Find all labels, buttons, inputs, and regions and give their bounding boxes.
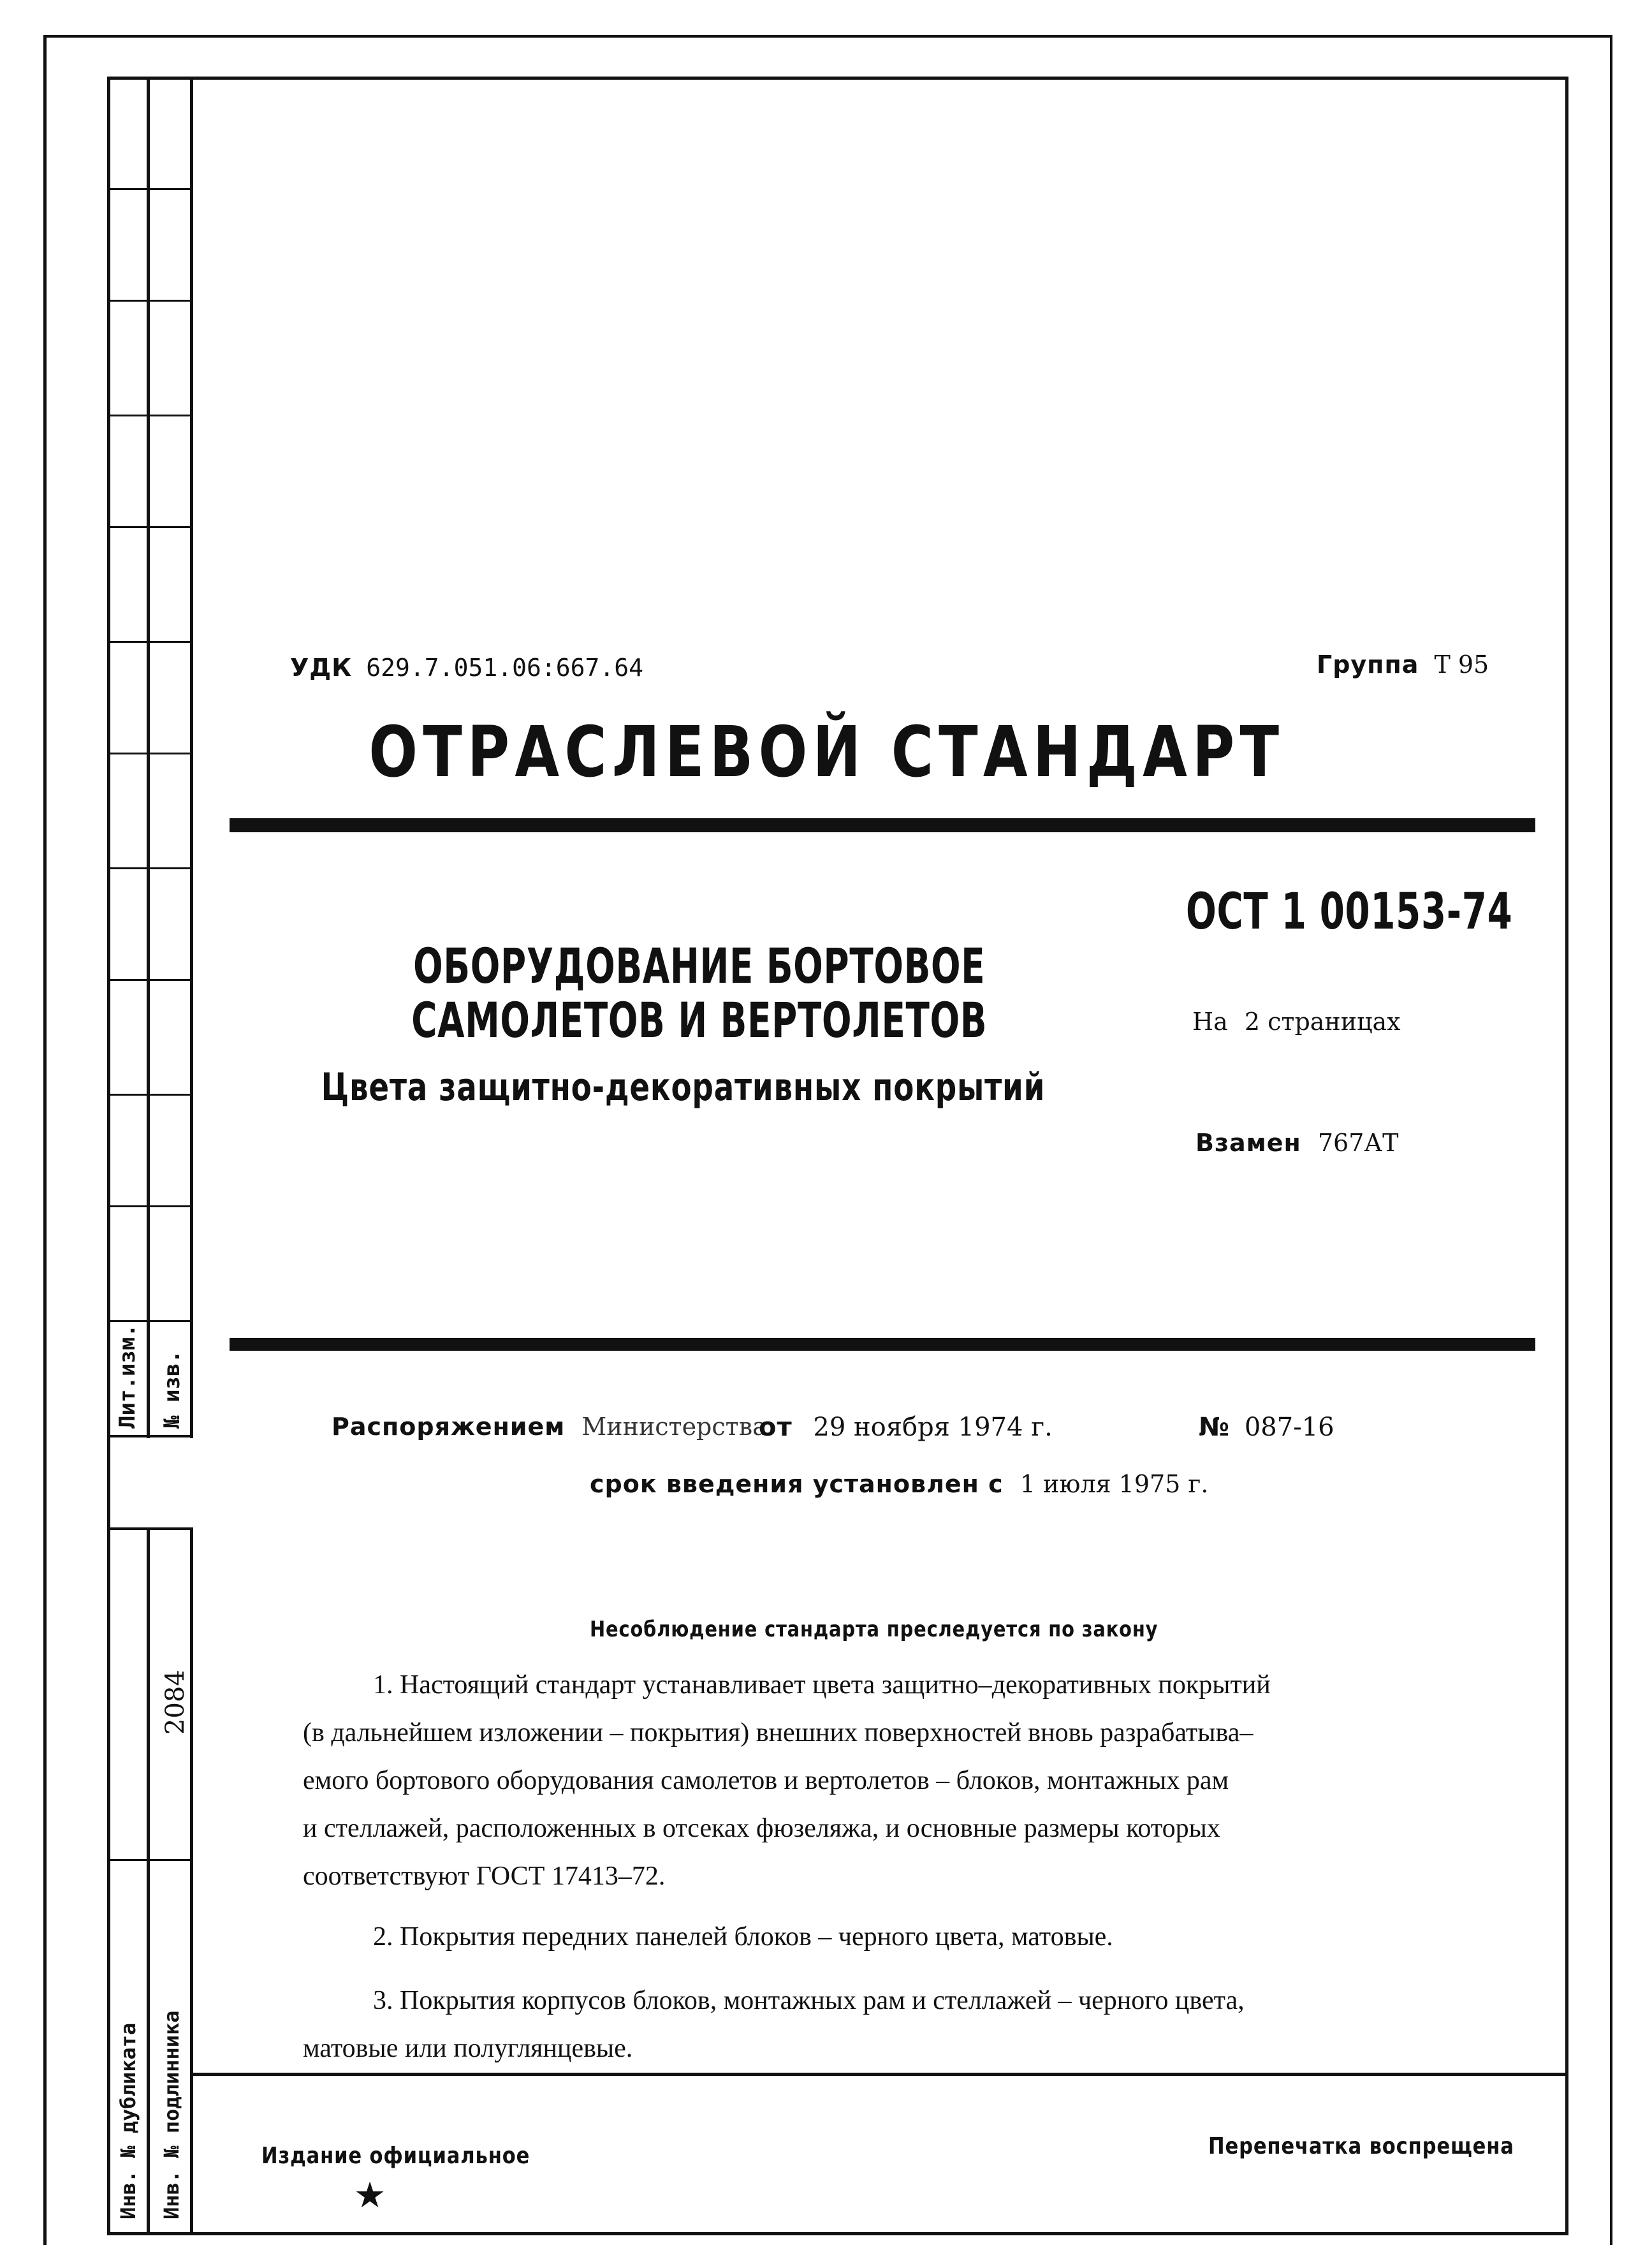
stamp-col-line-3 bbox=[147, 1527, 150, 2235]
outer-frame-right bbox=[1610, 35, 1612, 2245]
stamp-tick bbox=[107, 1435, 190, 1437]
paragraph-1 bbox=[303, 1661, 1527, 1900]
stamp-tick bbox=[107, 1205, 190, 1207]
pages-value: 2 страницах bbox=[1244, 1008, 1401, 1036]
footer-rule bbox=[190, 2073, 1568, 2076]
standard-name-line1: ОБОРУДОВАНИЕ БОРТОВОЕ bbox=[413, 937, 986, 994]
paragraph-2 bbox=[373, 1913, 1113, 1961]
replaces-line bbox=[1195, 1129, 1399, 1157]
warning-heading: Несоблюдение стандарта преследуется по закону bbox=[590, 1617, 1159, 1642]
standard-name-line2: САМОЛЕТОВ И ВЕРТОЛЕТОВ bbox=[411, 992, 988, 1048]
stamp-tick bbox=[107, 1527, 190, 1530]
udk-value: 629.7.051.06:667.64 bbox=[366, 654, 643, 682]
star-icon: ★ bbox=[354, 2175, 386, 2216]
p1-line: соответствуют ГОСТ 17413–72. bbox=[303, 1862, 666, 1891]
term-line bbox=[590, 1470, 1208, 1498]
stamp-tick bbox=[107, 526, 190, 528]
stamp-lit-izm: Лит.изм. bbox=[115, 1324, 140, 1429]
stamp-tick bbox=[107, 1320, 190, 1322]
p1-line: и стеллажей, расположенных в отсеках фюзеляжа, и основные размеры которых bbox=[303, 1814, 1220, 1843]
standard-code: ОСТ 1 00153-74 bbox=[1186, 883, 1513, 941]
stamp-tick bbox=[107, 641, 190, 643]
pages-prefix: На bbox=[1192, 1008, 1228, 1036]
outer-frame-left bbox=[43, 35, 47, 2245]
order-number-label: № bbox=[1199, 1413, 1231, 1442]
paragraph-3 bbox=[303, 1977, 1245, 2073]
group-value: Т 95 bbox=[1434, 651, 1489, 679]
udk-label: УДК bbox=[290, 654, 353, 682]
order-ministry: Министерства bbox=[581, 1413, 767, 1441]
stamp-tick bbox=[107, 300, 190, 302]
replaces-label: Взамен bbox=[1195, 1129, 1301, 1157]
outer-frame-top bbox=[43, 35, 1612, 38]
title-rule bbox=[230, 818, 1535, 832]
order-number-line bbox=[1199, 1413, 1334, 1442]
reprint-forbidden: Перепечатка воспрещена bbox=[1208, 2133, 1514, 2159]
p1-line: 1. Настоящий стандарт устанавливает цвета защитно–декоративных покрытий bbox=[373, 1670, 1271, 1700]
p3-line: матовые или полуглянцевые. bbox=[303, 2034, 633, 2063]
p3-line: 3. Покрытия корпусов блоков, монтажных рам и стеллажей – черного цвета, bbox=[373, 1986, 1245, 2015]
term-label: срок введения установлен с bbox=[590, 1470, 1004, 1498]
order-from-label: от bbox=[759, 1413, 793, 1442]
stamp-inv-number: 2084 bbox=[161, 1670, 190, 1735]
page-title: ОТРАСЛЕВОЙ СТАНДАРТ bbox=[369, 711, 1285, 793]
group-label: Группа bbox=[1317, 651, 1419, 679]
order-label: Распоряжением bbox=[332, 1413, 566, 1441]
stamp-col-line-4 bbox=[190, 1527, 193, 2235]
stamp-tick bbox=[107, 188, 190, 190]
stamp-inv-dublikata: Инв. № дубликата bbox=[116, 2022, 140, 2219]
order-number: 087-16 bbox=[1244, 1413, 1334, 1442]
p1-line: емого бортового оборудования самолетов и вертолетов – блоков, монтажных рам bbox=[303, 1766, 1229, 1795]
mid-rule bbox=[230, 1338, 1535, 1351]
stamp-tick bbox=[107, 867, 190, 869]
p2-line: 2. Покрытия передних панелей блоков – черного цвета, матовые. bbox=[373, 1922, 1113, 1952]
term-date: 1 июля 1975 г. bbox=[1020, 1470, 1209, 1498]
group-line bbox=[1317, 651, 1489, 679]
standard-subtitle: Цвета защитно-декоративных покрытий bbox=[321, 1065, 1046, 1110]
pages-line bbox=[1192, 1008, 1401, 1036]
stamp-no-izv: № изв. bbox=[159, 1350, 185, 1429]
stamp-inv-podlinnika: Инв. № подлинника bbox=[159, 2010, 184, 2219]
order-line bbox=[332, 1413, 767, 1441]
stamp-tick bbox=[107, 415, 190, 416]
stamp-tick bbox=[107, 1859, 190, 1861]
order-date-line bbox=[759, 1413, 1053, 1442]
order-date: 29 ноября 1974 г. bbox=[813, 1413, 1053, 1442]
official-edition: Издание официальное bbox=[261, 2143, 530, 2169]
udk-line bbox=[290, 654, 643, 682]
replaces-value: 767АТ bbox=[1317, 1129, 1399, 1157]
p1-line: (в дальнейшем изложении – покрытия) внешних поверхностей вновь разрабатыва– bbox=[303, 1718, 1254, 1747]
